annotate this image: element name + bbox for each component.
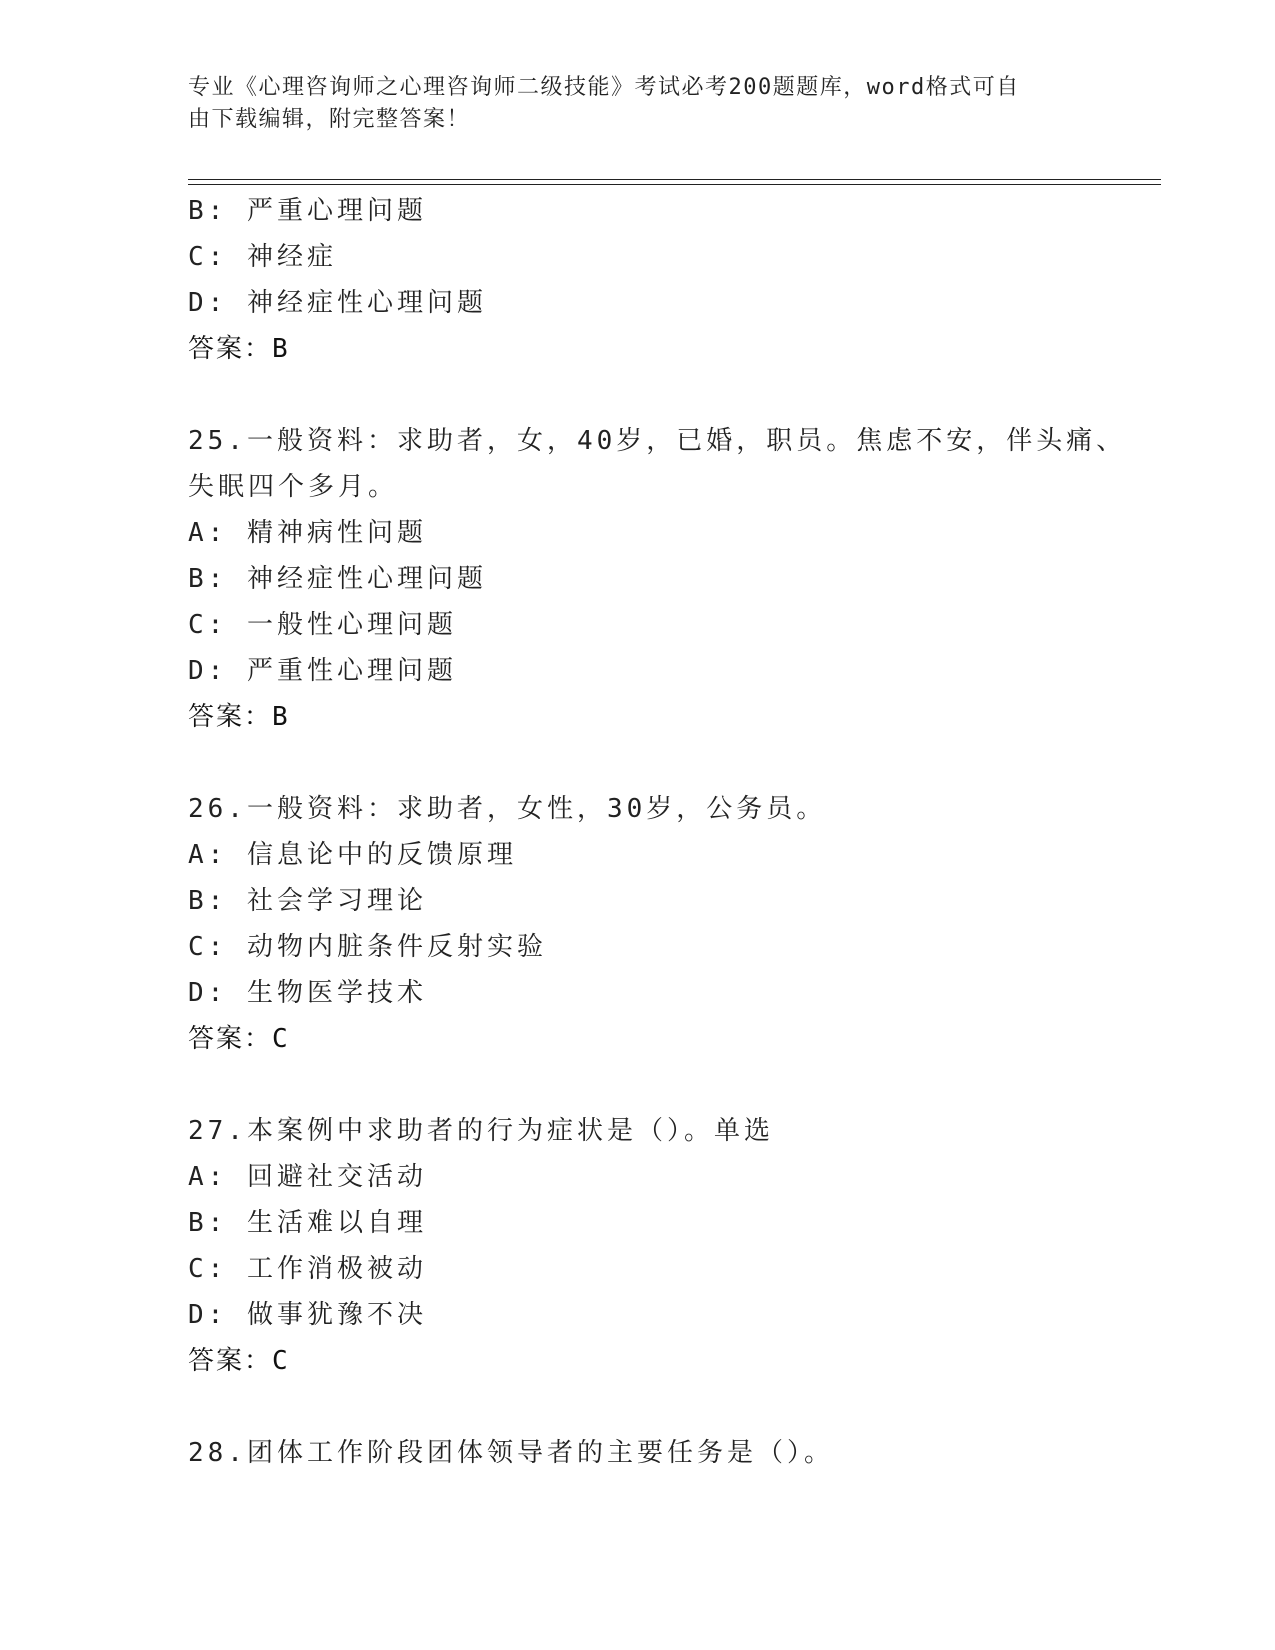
option-text: 神经症性心理问题: [246, 564, 487, 594]
option-text: 回避社交活动: [246, 1162, 427, 1192]
question-block-25: [188, 418, 1148, 740]
option-text: 严重性心理问题: [246, 656, 457, 686]
answer-label: 答案：: [188, 1346, 273, 1376]
option-label: D:: [188, 656, 228, 686]
option-a: [188, 1154, 1148, 1200]
option-label: A:: [188, 518, 228, 548]
option-label: A:: [188, 840, 228, 870]
option-text: 神经症: [246, 242, 337, 272]
answer-value: C: [272, 1346, 290, 1376]
answer-label: 答案：: [188, 1024, 273, 1054]
answer-value: B: [272, 334, 290, 364]
question-block-26: [188, 786, 1148, 1062]
option-text: 社会学习理论: [246, 886, 427, 916]
question-block-28: [188, 1430, 1148, 1476]
option-label: C:: [188, 610, 228, 640]
header-divider-bottom: [188, 184, 1161, 185]
option-text: 生活难以自理: [246, 1208, 427, 1238]
option-b: [188, 1200, 1148, 1246]
option-label: B:: [188, 1208, 228, 1238]
option-text: 做事犹豫不决: [246, 1300, 427, 1330]
option-a: [188, 832, 1148, 878]
option-c: [188, 602, 1148, 648]
answer-line: [188, 1016, 1148, 1062]
option-label: B:: [188, 886, 228, 916]
option-text: 严重心理问题: [246, 196, 427, 226]
spacer: [188, 740, 1148, 786]
question-block-partial: [188, 188, 1148, 372]
spacer: [188, 372, 1148, 418]
option-label: C:: [188, 1254, 228, 1284]
option-text: 信息论中的反馈原理: [246, 840, 517, 870]
spacer: [188, 1384, 1148, 1430]
option-b: [188, 556, 1148, 602]
document-header: [188, 72, 1068, 136]
question-stem: 26.一般资料：求助者，女性，30岁，公务员。: [188, 794, 827, 824]
question-stem-continued: 失眠四个多月。: [188, 472, 399, 502]
option-d: [188, 1292, 1148, 1338]
option-d: [188, 648, 1148, 694]
option-text: 生物医学技术: [246, 978, 427, 1008]
option-text: 神经症性心理问题: [246, 288, 487, 318]
answer-line: [188, 694, 1148, 740]
answer-label: 答案：: [188, 334, 273, 364]
question-block-27: [188, 1108, 1148, 1384]
option-text: 精神病性问题: [246, 518, 427, 548]
option-label: C:: [188, 932, 228, 962]
answer-value: C: [272, 1024, 290, 1054]
option-a: [188, 510, 1148, 556]
option-text: 动物内脏条件反射实验: [246, 932, 547, 962]
header-divider-top: [188, 179, 1161, 180]
question-stem: 28.团体工作阶段团体领导者的主要任务是（）。: [188, 1438, 834, 1468]
spacer: [188, 1062, 1148, 1108]
answer-value: B: [272, 702, 290, 732]
option-d: [188, 970, 1148, 1016]
option-b: [188, 188, 1148, 234]
option-d: [188, 280, 1148, 326]
option-label: B:: [188, 564, 228, 594]
header-line-2: 由下载编辑，附完整答案！: [188, 107, 471, 132]
option-label: D:: [188, 1300, 228, 1330]
question-stem: 25.一般资料：求助者，女，40岁，已婚，职员。焦虑不安，伴头痛、: [188, 426, 1127, 456]
question-stem: 27.本案例中求助者的行为症状是（）。单选: [188, 1116, 774, 1146]
option-c: [188, 1246, 1148, 1292]
option-label: D:: [188, 288, 228, 318]
option-c: [188, 924, 1148, 970]
option-label: B:: [188, 196, 228, 226]
header-line-1: 专业《心理咨询师之心理咨询师二级技能》考试必考200题题库，word格式可自: [188, 75, 1020, 100]
option-b: [188, 878, 1148, 924]
answer-line: [188, 326, 1148, 372]
questions-content: [188, 188, 1148, 1476]
answer-label: 答案：: [188, 702, 273, 732]
answer-line: [188, 1338, 1148, 1384]
option-c: [188, 234, 1148, 280]
option-label: C:: [188, 242, 228, 272]
option-label: D:: [188, 978, 228, 1008]
option-label: A:: [188, 1162, 228, 1192]
option-text: 工作消极被动: [246, 1254, 427, 1284]
option-text: 一般性心理问题: [246, 610, 457, 640]
